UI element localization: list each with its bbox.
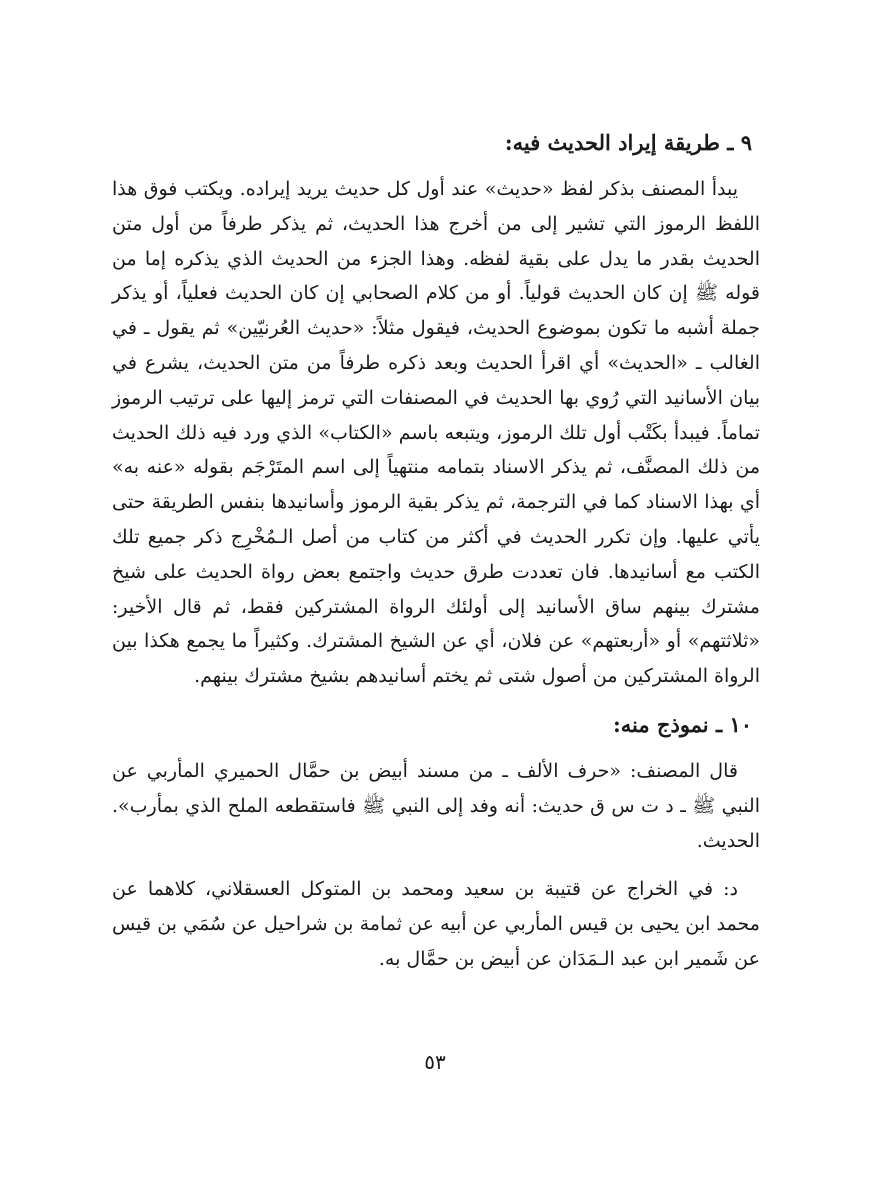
page-body [112,126,760,977]
page-number: ٥٣ [424,1050,446,1074]
section-10-quote-paragraph: قال المصنف: «حرف الألف ـ من مسند أبيض بن حمَّال الحميري المأربي عن النبي ﷺ ـ د ت س ق حديث: أنه وفد إلى النبي ﷺ فاستقطعه الملح الذي بمأرب». الحديث. [112,759,760,852]
section-9-heading: ٩ ـ طريقة إيراد الحديث فيه: [504,130,752,155]
spacer [112,746,760,754]
spacer [112,858,760,872]
section-10-heading: ١٠ ـ نموذج منه: [613,711,752,737]
spacer [112,694,760,708]
section-10-isnad-paragraph: د: في الخراج عن قتيبة بن سعيد ومحمد بن المتوكل العسقلاني، كلاهما عن محمد ابن يحيى بن قيس المأربي عن أبيه عن ثمامة بن شراحيل عن سُمَي بن قيس عن شَمير ابن عبد الـمَدَان عن أبيض بن حمَّال به. [112,878,760,970]
spacer [112,164,760,172]
section-9-paragraph: يبدأ المصنف بذكر لفظ «حديث» عند أول كل حديث يريد إيراده. ويكتب فوق هذا اللفظ الرموز التي تشير إلى من أخرج هذا الحديث، ثم يذكر طرفاً من أول متن الحديث بقدر ما يدل على بقية لفظه. وهذا الجزء من الحديث الذي يذكره إما من قوله ﷺ إن كان الحديث قولياً. أو من كلام الصحابي إن كان الحديث فعلياً، أو يذكر جملة أشبه ما تكون بموضوع الحديث، فيقول مثلاً: «حديث العُرنيّين» ثم يقول ـ في الغالب ـ «الحديث» أي اقرأ الحديث وبعد ذكره طرفاً من متن الحديث، يشرع في بيان الأسانيد التي رُوي بها الحديث في المصنفات التي ترمز إليها على ترتيب الرموز تماماً. فيبدأ بكَتْب أول تلك الرموز، ويتبعه باسم «الكتاب» الذي ورد فيه ذلك الحديث من ذلك المصنَّف، ثم يذكر الاسناد بتمامه منتهياً إلى اسم المتَرْجَم بقوله «عنه به» أي بهذا الاسناد كما في الترجمة، ثم يذكر بقية الرموز وأسانيدها بنفس الطريقة حتى يأتي عليها. وإن تكرر الحديث في أكثر من كتاب من أصل الـمُخْرِج ذكر جميع تلك الكتب مع أسانيدها. فان تعددت طرق حديث واجتمع بعض رواة الحديث على شيخ مشترك بينهم ساق الأسانيد إلى أولئك الرواة المشتركين فقط، ثم قال الأخير: «ثلاثتهم» أو «أربعتهم» عن فلان، أي عن الشيخ المشترك. وكثيراً ما يجمع هكذا بين الرواة المشتركين من أصول شتى ثم يختم أسانيدهم بشيخ مشترك بينهم. [112,178,760,688]
